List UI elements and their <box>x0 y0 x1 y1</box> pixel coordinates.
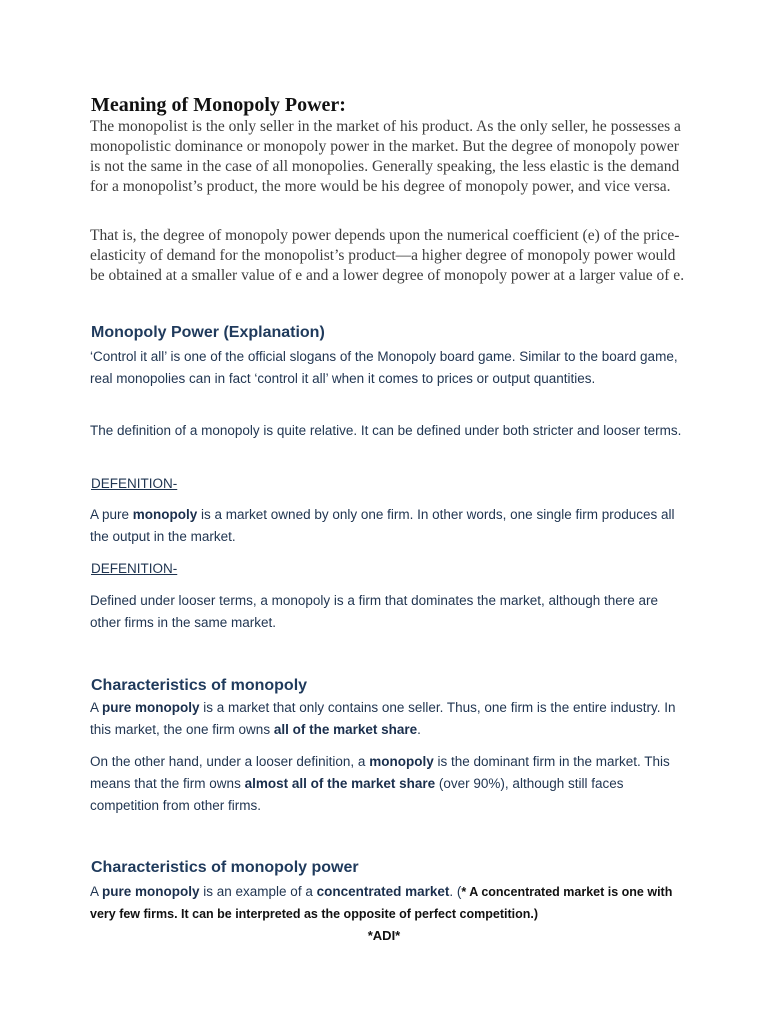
power-bold-a: pure monopoly <box>102 884 200 899</box>
intro-paragraph-1: The monopolist is the only seller in the market of his product. As the only seller, he possesses a monopolistic dominance or monopoly power in the market. But the degree of monopoly power is not the same in the case of all monopolies. Generally speaking, the less elastic is the demand for a monopolist’s product, the more would be his degree of monopoly power, and vice versa. <box>90 118 681 195</box>
monopoly-power-paragraph <box>90 881 690 925</box>
char1-bold-a: pure monopoly <box>102 700 200 715</box>
characteristics-heading: Characteristics of monopoly <box>91 677 308 694</box>
characteristics-paragraph-2 <box>90 751 690 817</box>
char1-text-c: . <box>417 722 421 737</box>
signature: *ADI* <box>367 928 401 943</box>
page-title: Meaning of Monopoly Power: <box>91 94 346 116</box>
explanation-heading: Monopoly Power (Explanation) <box>91 324 325 341</box>
char2-text-b: is the dominant firm in the market. This means that the firm owns <box>90 754 670 791</box>
intro-paragraph-2: That is, the degree of monopoly power depends upon the numerical coefficient (e) of the price-elasticity of demand for the monopolist’s product—a higher degree of monopoly power would be obtained at a smaller value of e and a lower degree of monopoly power at a larger value of e. <box>90 227 685 284</box>
characteristics-paragraph-1 <box>90 697 690 741</box>
def1-bold: monopoly <box>132 507 198 522</box>
char2-text-a: On the other hand, under a looser definition, a <box>90 754 370 769</box>
definition-paragraph-1 <box>90 504 690 548</box>
char1-bold-b: all of the market share <box>273 722 418 737</box>
char1-text-a: A <box>90 700 103 715</box>
monopoly-power-heading: Characteristics of monopoly power <box>91 859 359 876</box>
char2-bold-b: almost all of the market share <box>244 776 436 791</box>
explanation-paragraph-1: ‘Control it all’ is one of the official slogans of the Monopoly board game. Similar to the board game, real monopolies can in fact ‘control it all’ when it comes to prices or output quantities. <box>90 349 678 386</box>
definition-paragraph-2: Defined under looser terms, a monopoly is a firm that dominates the market, although there are other firms in the same market. <box>90 593 659 630</box>
power-bold-b: concentrated market <box>316 884 450 899</box>
definition-label-1: DEFENITION- <box>91 476 178 491</box>
power-text-a: A <box>90 884 103 899</box>
def1-text-a: A pure <box>90 507 133 522</box>
char1-text-b: is a market that only contains one seller. Thus, one firm is the entire industry. In this market, the one firm owns <box>90 700 676 737</box>
char2-text-c: (over 90%), although still faces competition from other firms. <box>90 776 624 813</box>
power-text-c: . ( <box>449 884 462 899</box>
power-text-b: is an example of a <box>199 884 317 899</box>
explanation-paragraph-2: The definition of a monopoly is quite relative. It can be defined under both stricter and looser terms. <box>90 423 682 438</box>
definition-label-2: DEFENITION- <box>91 561 178 576</box>
char2-bold-a: monopoly <box>369 754 434 769</box>
def1-text-b: is a market owned by only one firm. In other words, one single firm produces all the output in the market. <box>90 507 675 544</box>
power-note: * A concentrated market is one with very few firms. It can be interpreted as the opposite of perfect competition.) <box>90 885 673 921</box>
